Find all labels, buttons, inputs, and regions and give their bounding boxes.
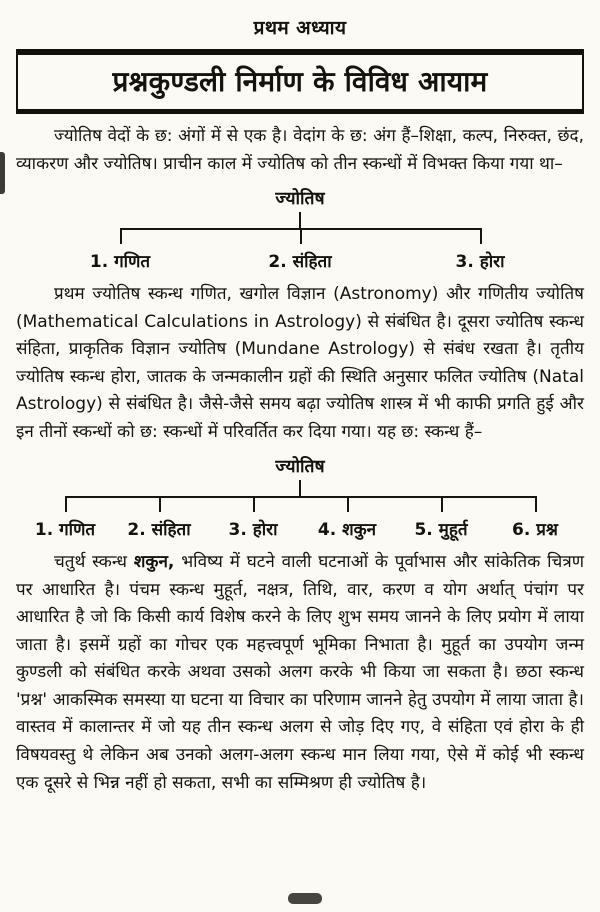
- tree-branch: [18, 496, 112, 540]
- branch-label-ganit: 1. गणित: [89, 252, 151, 273]
- scan-artifact: [0, 152, 5, 194]
- paragraph-skandha-detail: प्रथम ज्योतिष स्कन्ध गणित, खगोल विज्ञान (Astronomy) और गणितीय ज्योतिष (Mathematical Calculations in Astrology) से संबंधित है। दूसरा ज्योतिष स्कन्ध संहिता, प्राकृतिक विज्ञान ज्योतिष (Mundane Astrology) से संबंध रखता है। तृतीय ज्योतिष स्कन्ध होरा, जातक के जन्मकालीन ग्रहों की स्थिति अनुसार फलित ज्योतिष (Natal Astrology) से संबंधित है। जैसे-जैसे समय बढ़ा ज्योतिष शास्त्र में भी काफी प्रगति हुई और इन तीनों स्कन्धों को छ: स्कन्धों में परिवर्तित कर दिया गया। यह छ: स्कन्ध हैं–: [16, 284, 584, 442]
- branch-label-muhurt: 5. मुहूर्त: [414, 520, 468, 541]
- tree-branch: [210, 228, 390, 272]
- tree-root-label: ज्योतिष: [275, 457, 325, 478]
- branch-label-ganit: 1. गणित: [34, 520, 96, 541]
- tree-branch: [394, 496, 488, 540]
- scan-artifact: [288, 893, 322, 904]
- branch-label-samhita: 2. संहिता: [268, 252, 332, 273]
- tree-root-label: ज्योतिष: [275, 189, 325, 210]
- branch-label-prashna: 6. प्रश्न: [512, 520, 558, 541]
- three-skandha-tree: [16, 186, 584, 272]
- chapter-heading: प्रथम अध्याय: [253, 17, 347, 39]
- tree-branch: [390, 228, 570, 272]
- branch-label-hora: 3. होरा: [228, 520, 278, 541]
- chapter-title-box: [16, 49, 584, 114]
- tree-branch: [112, 496, 206, 540]
- paragraph-intro: ज्योतिष वेदों के छ: अंगों में से एक है। वेदांग के छ: अंग हैं–शिक्षा, कल्प, निरुक्त, छंद, व्याकरण और ज्योतिष। प्राचीन काल में ज्योतिष को तीन स्कन्धों में विभक्त किया गया था–: [16, 126, 584, 174]
- para3-text: चतुर्थ स्कन्ध: [54, 552, 134, 573]
- tree-stem-line: [299, 480, 301, 496]
- para3-text: भविष्य में घटने वाली घटनाओं के पूर्वाभास और सांकेतिक चित्रण पर आधारित है। पंचम स्कन्ध मुहूर्त, नक्षत्र, तिथि, वार, करण व योग अर्थात् पंचांग पर आधारित है जो कि किसी कार्य विशेष करने के लिए शुभ समय जानने के लिए प्रयोग में लाया जाता है। इसमें ग्रहों का गोचर एक महत्त्वपूर्ण भूमिका निभाता है। मुहूर्त का उपयोग जन्म कुण्डली को संबंधित करके अथवा उसको अलग करके भी किया जा सकता है। छठा स्कन्ध 'प्रश्न' आकस्मिक समस्या या घटना या विचार का परिणाम जानने हेतु उपयोग में लाया जाता है। वास्तव में कालान्तर में जो यह तीन स्कन्ध अलग से जोड़ दिए गए, वे संहिता एवं होरा के ही विषयवस्तु थे लेकिन अब उनको अलग-अलग स्कन्ध मान लिया गया, ऐसे में कोई भी स्कन्ध एक दूसरे से भिन्न नहीं हो सकता, सभी का सम्मिश्रण ही ज्योतिष है।: [16, 552, 584, 793]
- branch-label-shakun: 4. शकुन: [317, 520, 377, 541]
- chapter-title: प्रश्नकुण्डली निर्माण के विविध आयाम: [112, 65, 488, 98]
- tree-branch: [206, 496, 300, 540]
- tree-stem-line: [299, 212, 301, 228]
- para3-bold-word: शकुन,: [133, 552, 175, 573]
- tree-branches: [30, 228, 570, 272]
- branch-label-samhita: 2. संहिता: [127, 520, 191, 541]
- tree-branch: [30, 228, 210, 272]
- six-skandha-tree: [16, 454, 584, 540]
- tree-branch: [488, 496, 582, 540]
- tree-branch: [300, 496, 394, 540]
- paragraph-six-skandha: [16, 549, 584, 797]
- branch-label-hora: 3. होरा: [455, 252, 505, 273]
- tree-branches: [18, 496, 582, 540]
